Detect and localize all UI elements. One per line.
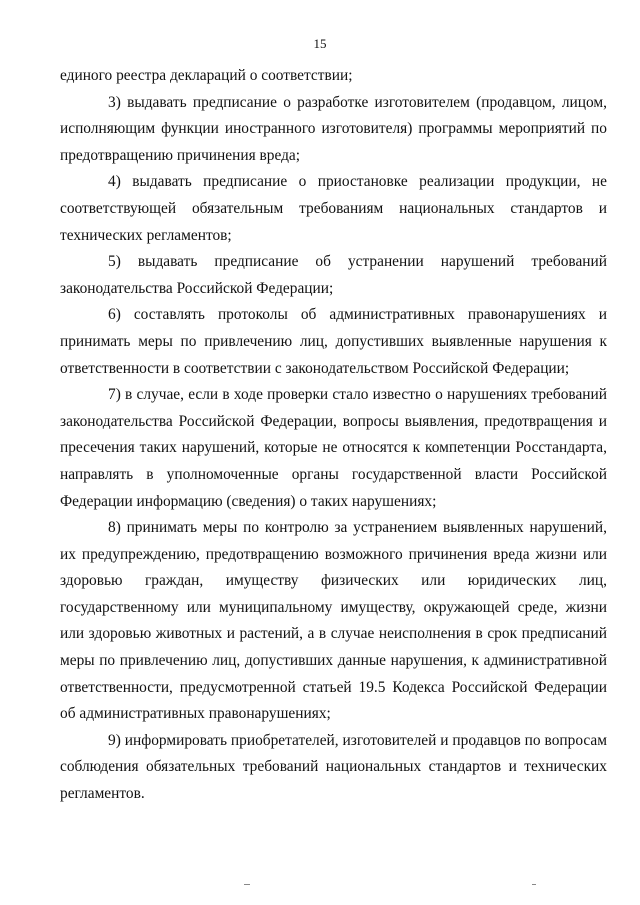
paragraph-item-3: 3) выдавать предписание о разработке изготовителем (продавцом, лицом, исполняющим функции иностранного изготовителя) программы мероприятий по предотвращению причинения вреда; (60, 93, 607, 164)
paragraph-item-7: 7) в случае, если в ходе проверки стало известно о нарушениях требований законодательства Российской Федерации, вопросы выявления, предотвращения и пресечения таких нарушений, которые не относятся к компетенции Росстандарта, направлять в уполномоченные органы государственной власти Российской Федерации информацию (сведения) о таких нарушениях; (60, 386, 607, 510)
paragraph-item-9: 9) информировать приобретателей, изготовителей и продавцов по вопросам соблюдения обязательных требований национальных стандартов и технических регламентов. (60, 731, 607, 803)
scan-speck (532, 884, 536, 885)
paragraph-item-6: 6) составлять протоколы об административных правонарушениях и принимать меры по привлечению лиц, допустивших выявленные нарушения к ответственности в соответствии с законодательством Российской Федерации; (60, 306, 607, 377)
paragraph-item-4: 4) выдавать предписание о приостановке реализации продукции, не соответствующей обязательным требованиям национальных стандартов и технических регламентов; (60, 173, 607, 244)
paragraph-item-8: 8) принимать меры по контролю за устранением выявленных нарушений, их предупреждению, предотвращению возможного причинения вреда жизни или здоровью граждан, имуществу физических или юридических лиц, государственному или муниципальному имуществу, окружающей среде, жизни или здоровью животных и растений, а в случае неисполнения в срок предписаний меры по привлечению лиц, допустивших данные нарушения, к административной ответственности, предусмотренной статьей 19.5 Кодекса Российской Федерации об административных правонарушениях; (60, 519, 607, 723)
paragraph-continuation: единого реестра деклараций о соответствии; (60, 67, 353, 84)
scan-speck (244, 884, 250, 885)
page-number: 15 (313, 36, 327, 51)
document-body (60, 63, 607, 808)
paragraph-item-5: 5) выдавать предписание об устранении нарушений требований законодательства Российской Федерации; (60, 253, 607, 297)
